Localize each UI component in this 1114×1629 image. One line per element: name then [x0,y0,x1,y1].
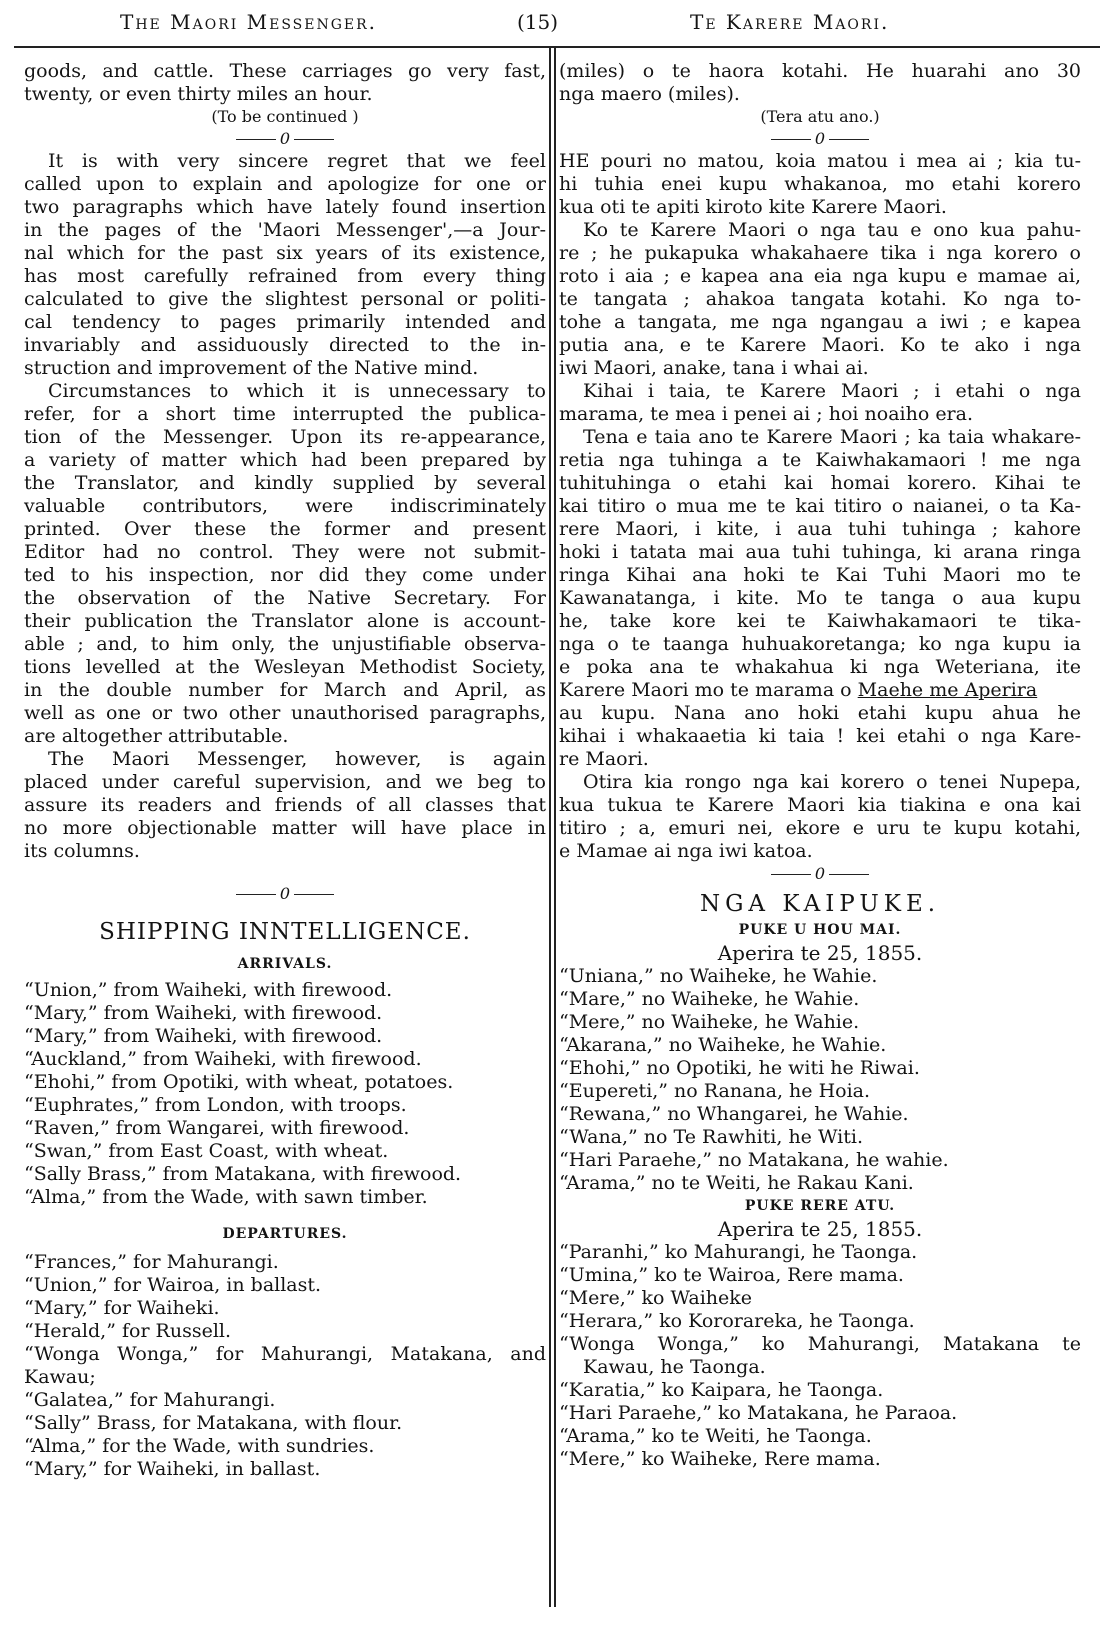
text-line: assure its readers and friends of all classes that [24,794,546,816]
text-line: well as one or two other unauthorised paragraphs, [24,702,546,724]
list-item: “Galatea,” for Mahurangi. [24,1389,276,1411]
text-line: kua oti te apiti kiroto kite Karere Maori. [559,196,947,218]
list-item: “Mare,” no Waiheke, he Wahie. [559,988,860,1010]
continued-article [24,60,546,150]
underlined-phrase: Maehe me Aperira [857,679,1038,701]
text-line: tuhituhinga o etahi kai homai korero. Kihai te [559,472,1081,494]
header-rule [14,46,1100,48]
text-line: nal which for the past six years of its existence, [24,242,546,264]
text-line [559,679,1081,702]
text-line: in the double number for March and April, as [24,679,546,701]
text-line: hi tuhia enei kupu whakanoa, mo etahi korero [559,173,1081,195]
continued-article [559,60,1081,150]
text-line: Tena e taia ano te Karere Maori ; ka taia whakare- [583,426,1081,448]
text-line: tions levelled at the Wesleyan Methodist Society, [24,656,546,678]
text-line: It is with very sincere regret that we feel [48,150,546,172]
list-item: “Wonga Wonga,” for Mahurangi, Matakana, and [24,1343,546,1365]
text-line: the Translator, and kindly supplied by several [24,472,546,494]
text-line: retia nga tuhinga a te Kaiwhakamaori ! me nga [559,449,1081,471]
list-item: “Alma,” for the Wade, with sundries. [24,1435,375,1457]
separator: 0 [559,863,1081,885]
text-line: calculated to give the slightest personal or politi- [24,288,546,310]
list-item: “Sally” Brass, for Matakana, with flour. [24,1412,403,1434]
date-line: Aperira te 25, 1855. [717,1217,923,1241]
list-item: “Union,” for Wairoa, in ballast. [24,1274,322,1296]
text-line: ringa Kihai ana hoki te Kai Tuhi Maori mo te [559,564,1081,586]
text-line: Circumstances to which it is unnecessary to [48,380,546,402]
list-item: “Mere,” ko Waiheke, Rere mama. [559,1448,881,1470]
list-item: “Ehohi,” no Opotiki, he witi he Riwai. [559,1057,920,1079]
continued-note: (Tera atu ano.) [760,107,880,126]
maori-column [559,60,1081,1471]
continued-note: (To be continued ) [211,107,359,126]
text-line: the observation of the Native Secretary. For [24,587,546,609]
text-line: a variety of matter which had been prepared by [24,449,546,471]
text-line: no more objectionable matter will have place in [24,817,546,839]
text-line: re Maori. [559,748,649,770]
list-item: “Ehohi,” from Opotiki, with wheat, potatoes. [24,1071,454,1093]
list-item: “Arama,” no te Weiti, he Rakau Kani. [559,1172,914,1194]
list-item: “Umina,” ko te Wairoa, Rere mama. [559,1264,904,1286]
list-item: “Mere,” ko Waiheke [559,1287,753,1309]
list-item: “Hari Paraehe,” ko Matakana, he Paraoa. [559,1402,958,1424]
list-item: “Sally Brass,” from Matakana, with firewood. [24,1163,462,1185]
text-line: kai titiro o mua me te kai titiro o naianei, o ta Ka- [559,495,1081,517]
list-item: “Mary,” for Waiheki, in ballast. [24,1458,321,1480]
list-item: “Paranhi,” ko Mahurangi, he Taonga. [559,1241,918,1263]
text-line: Otira kia rongo nga kai korero o tenei Nupepa, [583,771,1081,793]
text-line: nga maero (miles). [559,83,740,105]
text-line: placed under careful supervision, and we beg to [24,771,546,793]
list-item: “Herald,” for Russell. [24,1320,232,1342]
text-line: titiro ; a, emuri nei, ekore e uru te kupu kotahi, [559,817,1081,839]
text-line: Kawanatanga, i kite. Mo te tanga o aua kupu [559,587,1081,609]
text-line: iwi Maori, anake, tana i whai ai. [559,357,869,379]
text-line: cal tendency to pages primarily intended and [24,311,546,333]
list-item: “Wana,” no Te Rawhiti, he Witi. [559,1126,863,1148]
list-item: “Herara,” ko Kororareka, he Taonga. [559,1310,915,1332]
column-rule-2 [554,47,556,1607]
list-item: Kawau, he Taonga. [583,1356,766,1378]
text-line: (miles) o te haora kotahi. He huarahi ano 30 [559,60,1081,82]
apology-article [559,150,1081,863]
list-item: “Raven,” from Wangarei, with firewood. [24,1117,410,1139]
list-item: “Karatia,” ko Kaipara, he Taonga. [559,1379,884,1401]
text-line: called upon to explain and apologize for one or [24,173,546,195]
running-head-english: The Maori Messenger. [120,10,378,34]
list-item: “Mere,” no Waiheke, he Wahie. [559,1011,860,1033]
subsection-title: ARRIVALS. [237,956,333,972]
text-line: au kupu. Nana ano hoki etahi kupu ahua he [559,702,1081,724]
text-line: Kihai i taia, te Karere Maori ; i etahi o nga [583,380,1081,402]
list-item: “Union,” from Waiheki, with firewood. [24,979,393,1001]
text-line: its columns. [24,840,140,862]
list-item: “Mary,” from Waiheki, with firewood. [24,1025,383,1047]
text-line: kihai i whakaaetia ki taia ! kei etahi o nga Kare- [559,725,1081,747]
apology-article [24,150,546,863]
list-item: “Arama,” ko te Weiti, he Taonga. [559,1425,872,1447]
date-line: Aperira te 25, 1855. [717,941,923,965]
running-head-maori: Te Karere Maori. [690,10,890,34]
shipping-section [24,917,546,1481]
text-line: valuable contributors, were indiscriminately [24,495,546,517]
text-line: hoki i tatata mai aua tuhi tuhinga, ki arana ringa [559,541,1081,563]
list-item: “Euphrates,” from London, with troops. [24,1094,407,1116]
subsection-title: PUKE RERE ATU. [744,1198,896,1214]
text-line: nga o te taanga huhuakoretanga; ko nga kupu ia [559,633,1081,655]
text-line: printed. Over these the former and present [24,518,546,540]
column-rule-1 [549,47,551,1607]
list-item: Kawau; [24,1366,96,1388]
text-line: in the pages of the 'Maori Messenger',—a Jour- [24,219,546,241]
text-line: putia ana, e te Karere Maori. Ko te ako i nga [559,334,1081,356]
text-fragment: Karere Maori mo te marama o [559,679,858,701]
section-title: NGA KAIPUKE. [699,891,941,917]
text-line: goods, and cattle. These carriages go very fast, [24,60,546,82]
text-line: are altogether attributable. [24,725,289,747]
list-item: “Mary,” for Waiheki. [24,1297,220,1319]
text-line: HE pouri no matou, koia matou i mea ai ; kia tu- [559,150,1081,172]
list-item: “Wonga Wonga,” ko Mahurangi, Matakana te [559,1333,1081,1355]
separator: 0 [24,128,546,150]
list-item: “Akarana,” no Waiheke, he Wahie. [559,1034,887,1056]
text-line: able ; and, to him only, the unjustifiable observa- [24,633,546,655]
text-line: tion of the Messenger. Upon its re-appearance, [24,426,546,448]
text-line: ted to his inspection, nor did they come under [24,564,546,586]
text-line: te tangata ; ahakoa tangata kotahi. Ko nga to- [559,288,1081,310]
text-line: roto i aia ; e kapea ana eia nga kupu e mamae ai, [559,265,1081,287]
shipping-section [559,889,1081,1471]
subsection-title: PUKE U HOU MAI. [738,922,902,938]
text-line: Ko te Karere Maori o nga tau e ono kua pahu- [583,219,1081,241]
text-line: he, take kore kei te Kaiwhakamaori te tika- [559,610,1081,632]
list-item: “Rewana,” no Whangarei, he Wahie. [559,1103,909,1125]
text-line: refer, for a short time interrupted the publica- [24,403,546,425]
list-item: “Mary,” from Waiheki, with firewood. [24,1002,383,1024]
text-line: kua tukua te Karere Maori kia tiakina e ona kai [559,794,1081,816]
text-line: Editor had no control. They were not submit- [24,541,546,563]
text-line: tohe a tangata, me nga ngangau a iwi ; e kapea [559,311,1081,333]
text-line: their publication the Translator alone is account- [24,610,546,632]
text-line: e poka ana te whakahua ki nga Weteriana, ite [559,656,1081,678]
text-line: rere Maori, i kite, i aua tuhi tuhinga ; kahore [559,518,1081,540]
list-item: “Hari Paraehe,” no Matakana, he wahie. [559,1149,949,1171]
separator: 0 [24,883,546,905]
list-item: “Uniana,” no Waiheke, he Wahie. [559,965,878,987]
list-item: “Auckland,” from Waiheki, with firewood. [24,1048,422,1070]
text-line: e Mamae ai nga iwi katoa. [559,840,813,862]
english-column [24,60,546,1481]
list-item: “Alma,” from the Wade, with sawn timber. [24,1186,428,1208]
page-number: (15) [517,10,559,34]
text-line: twenty, or even thirty miles an hour. [24,83,373,105]
list-item: “Eupereti,” no Ranana, he Hoia. [559,1080,871,1102]
list-item: “Swan,” from East Coast, with wheat. [24,1140,389,1162]
section-title: SHIPPING INNTELLIGENCE. [99,919,471,945]
subsection-title: DEPARTURES. [222,1226,348,1242]
text-line: The Maori Messenger, however, is again [48,748,546,770]
text-line: two paragraphs which have lately found insertion [24,196,546,218]
list-item: “Frances,” for Mahurangi. [24,1251,279,1273]
text-line: re ; he pukapuka whakahaere tika i nga korero o [559,242,1081,264]
separator: 0 [559,128,1081,150]
text-line: struction and improvement of the Native mind. [24,357,479,379]
text-line: has most carefully refrained from every thing [24,265,546,287]
text-line: marama, te mea i penei ai ; hoi noaiho era. [559,403,974,425]
text-line: invariably and assiduously directed to the in- [24,334,546,356]
